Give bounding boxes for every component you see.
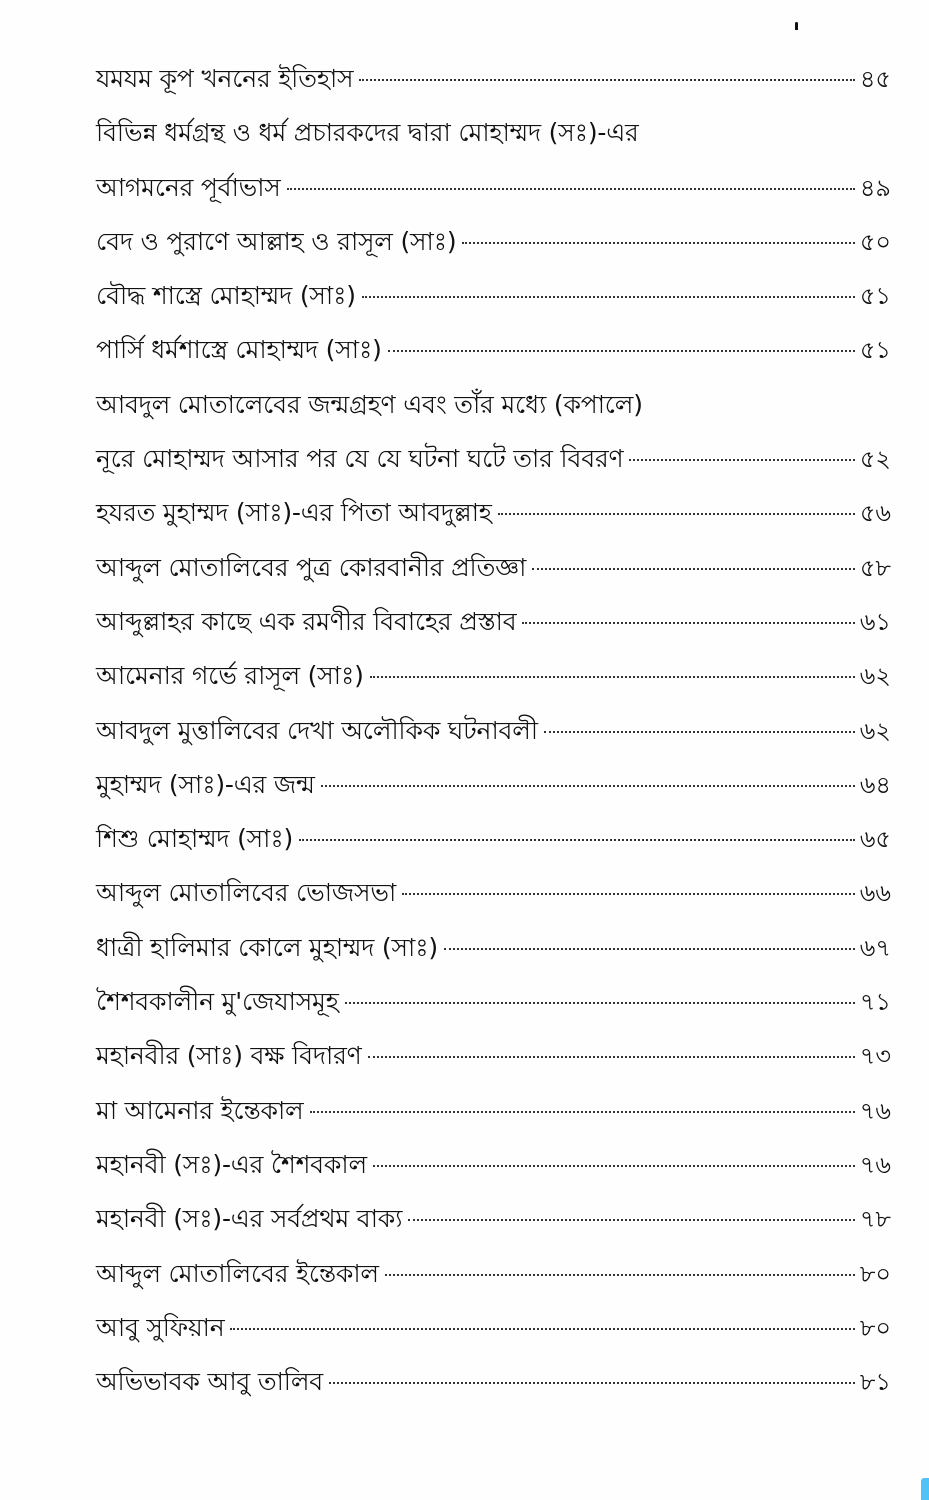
toc-entry-title: মহানবীর (সাঃ) বক্ষ বিদারণ (96, 1041, 362, 1071)
toc-entry (96, 1138, 891, 1192)
toc-entry-title: পার্সি ধর্মশাস্ত্রে মোহাম্মদ (সাঃ) (96, 335, 382, 365)
dot-leader (345, 1002, 855, 1004)
toc-entry-page-number: ৮০ (859, 1259, 891, 1288)
toc-entry-page-number: ৬১ (859, 607, 891, 636)
dot-leader (385, 1274, 855, 1276)
toc-entry (96, 812, 891, 866)
toc-entry-title: নূরে মোহাম্মদ আসার পর যে যে ঘটনা ঘটে তার বিবরণ (96, 444, 624, 474)
toc-entry-page-number: ৪৫ (859, 65, 891, 93)
toc-entry-title: বেদ ও পুরাণে আল্লাহ ও রাসূল (সাঃ) (96, 226, 457, 256)
margin-mark (795, 22, 798, 30)
toc-entry-title: আব্দুল মোতালিবের পুত্র কোরবানীর প্রতিজ্ঞা (96, 552, 527, 582)
toc-entry-page-number: ৫৮ (859, 553, 891, 582)
toc-entry (96, 1355, 891, 1409)
toc-entry (96, 1192, 891, 1246)
toc-entry-title: আবু সুফিয়ান (96, 1312, 225, 1342)
dot-leader (329, 1382, 855, 1384)
toc-entry-page-number: ৬৫ (859, 825, 891, 854)
dot-leader (629, 459, 855, 461)
table-of-contents (96, 52, 891, 1409)
dot-leader (522, 622, 855, 624)
dot-leader (388, 350, 855, 352)
dot-leader (373, 1165, 855, 1167)
toc-entry-page-number: ৬৪ (859, 770, 891, 799)
toc-entry-page-number: ৫২ (859, 445, 891, 474)
toc-entry (96, 1029, 891, 1083)
toc-entry-page-number: ৭৬ (859, 1096, 891, 1125)
toc-entry (96, 269, 891, 323)
toc-entry-page-number: ৫১ (859, 282, 891, 311)
toc-entry-title: অভিভাবক আবু তালিব (96, 1367, 323, 1397)
dot-leader (370, 676, 855, 678)
toc-entry-page-number: ৭১ (859, 988, 891, 1017)
toc-entry-title: ধাত্রী হালিমার কোলে মুহাম্মদ (সাঃ) (96, 932, 438, 962)
dot-leader (287, 188, 855, 190)
toc-entry (96, 378, 891, 432)
toc-entry (96, 975, 891, 1029)
toc-entry-title: মা আমেনার ইন্তেকাল (96, 1095, 304, 1125)
dot-leader (362, 296, 855, 298)
toc-entry (96, 215, 891, 269)
toc-entry-title: আব্দুল মোতালিবের ভোজসভা (96, 878, 396, 908)
toc-entry-title: আবদুল মোতালেবের জন্মগ্রহণ এবং তাঁর মধ্যে (কপালে) (96, 389, 643, 419)
toc-entry-page-number: ৭৬ (859, 1150, 891, 1179)
toc-entry-title: আব্দুল্লাহর কাছে এক রমণীর বিবাহের প্রস্তাব (96, 606, 517, 636)
toc-entry-page-number: ৭৩ (859, 1042, 891, 1071)
toc-entry (96, 1084, 891, 1138)
toc-entry-title: আবদুল মুত্তালিবের দেখা অলৌকিক ঘটনাবলী (96, 715, 538, 745)
toc-entry (96, 541, 891, 595)
dot-leader (462, 242, 855, 244)
toc-entry-title: বৌদ্ধ শাস্ত্রে মোহাম্মদ (সাঃ) (96, 281, 356, 311)
dot-leader (444, 948, 855, 950)
toc-entry-title: আব্দুল মোতালিবের ইন্তেকাল (96, 1258, 379, 1288)
toc-entry (96, 432, 891, 486)
toc-entry-title: মহানবী (সঃ)-এর শৈশবকাল (96, 1149, 367, 1179)
dot-leader (321, 785, 855, 787)
toc-entry (96, 649, 891, 703)
dot-leader (402, 893, 855, 895)
dot-leader (408, 1219, 855, 1221)
toc-entry-title: বিভিন্ন ধর্মগ্রন্থ ও ধর্ম প্রচারকদের দ্বারা মোহাম্মদ (সঃ)-এর (96, 118, 639, 148)
toc-entry-page-number: ৮১ (859, 1368, 891, 1397)
toc-entry-page-number: ৬৬ (859, 879, 891, 908)
toc-entry (96, 758, 891, 812)
toc-entry (96, 866, 891, 920)
toc-entry (96, 161, 891, 215)
toc-entry-page-number: ৮০ (859, 1313, 891, 1342)
toc-entry-page-number: ৬২ (859, 716, 891, 745)
scroll-edge-indicator[interactable] (921, 1478, 929, 1500)
toc-entry-page-number: ৫১ (859, 336, 891, 365)
toc-entry-page-number: ৫৬ (859, 499, 891, 528)
toc-entry (96, 106, 891, 160)
toc-entry (96, 1247, 891, 1301)
dot-leader (544, 731, 855, 733)
toc-entry-title: আমেনার গর্ভে রাসূল (সাঃ) (96, 661, 364, 691)
toc-entry-page-number: ৬৭ (859, 933, 891, 962)
dot-leader (359, 79, 855, 81)
toc-entry (96, 323, 891, 377)
toc-entry-title: মহানবী (সঃ)-এর সর্বপ্রথম বাক্য (96, 1204, 403, 1234)
dot-leader (310, 1111, 856, 1113)
dot-leader (299, 839, 855, 841)
dot-leader (368, 1056, 855, 1058)
toc-entry-title: শৈশবকালীন মু'জেযাসমূহ (96, 987, 339, 1017)
toc-entry (96, 52, 891, 106)
toc-entry (96, 486, 891, 540)
toc-entry-page-number: ৬২ (859, 662, 891, 691)
toc-entry-page-number: ৭৮ (859, 1205, 891, 1234)
toc-entry-title: শিশু মোহাম্মদ (সাঃ) (96, 824, 294, 854)
dot-leader (230, 1328, 855, 1330)
toc-entry-page-number: ৪৯ (859, 173, 891, 202)
toc-entry (96, 595, 891, 649)
toc-entry (96, 921, 891, 975)
toc-entry (96, 1301, 891, 1355)
toc-entry-title: আগমনের পূর্বাভাস (96, 172, 281, 202)
toc-entry-title: মুহাম্মদ (সাঃ)-এর জন্ম (96, 769, 315, 799)
dot-leader (498, 513, 855, 515)
toc-entry-title: যমযম কূপ খননের ইতিহাস (96, 64, 354, 93)
toc-entry (96, 704, 891, 758)
toc-entry-title: হযরত মুহাম্মদ (সাঃ)-এর পিতা আবদুল্লাহ (96, 498, 492, 528)
dot-leader (532, 568, 855, 570)
toc-entry-page-number: ৫০ (859, 227, 891, 256)
